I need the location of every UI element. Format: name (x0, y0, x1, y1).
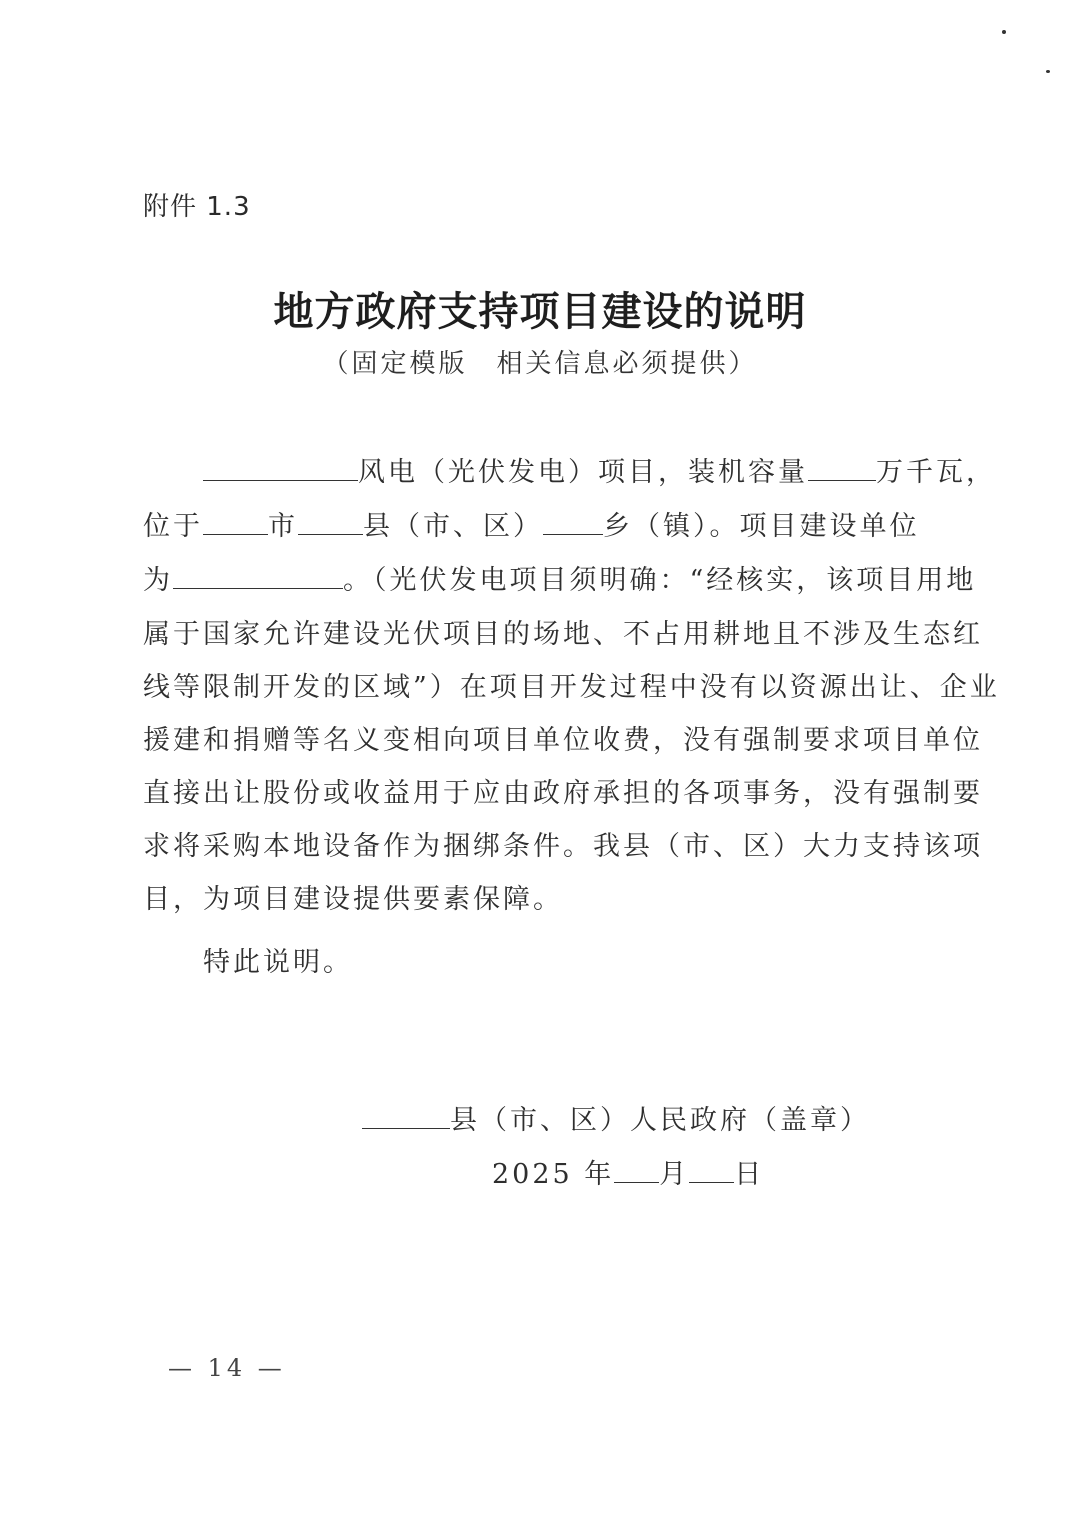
document-title: 地方政府支持项目建设的说明 (273, 288, 807, 335)
body-line-5: 线等限制开发的区域”）在项目开发过程中没有以资源出让、企业 (143, 672, 1000, 703)
body-text: 万千瓦， (876, 457, 996, 488)
body-text: 乡（镇）。项目建设单位 (603, 511, 920, 542)
signature-org (362, 1098, 1080, 1137)
page-number: — 14 — (168, 1354, 286, 1382)
date-day-label: 日 (734, 1159, 765, 1190)
county-name-blank[interactable] (362, 1102, 450, 1129)
township-blank[interactable] (543, 508, 603, 535)
date-month-label: 月 (659, 1159, 690, 1190)
signature-org-text: 县（市、区）人民政府（盖章） (450, 1105, 870, 1136)
body-line-3 (143, 558, 977, 597)
scan-speck (1002, 30, 1006, 34)
body-text: 县（市、区） (363, 511, 543, 542)
body-line-8: 求将采购本地设备作为捆绑条件。我县（市、区）大力支持该项 (143, 831, 983, 862)
body-text: 风电（光伏发电）项目，装机容量 (358, 457, 808, 488)
body-line-2 (143, 504, 963, 543)
body-line-9: 目，为项目建设提供要素保障。 (143, 884, 563, 915)
body-line-1 (203, 450, 1023, 489)
body-text: 市 (268, 511, 298, 542)
month-blank[interactable] (614, 1156, 659, 1183)
project-name-blank[interactable] (203, 454, 358, 481)
signature-date (492, 1152, 1080, 1191)
body-line-4: 属于国家允许建设光伏项目的场地、不占用耕地且不涉及生态红 (143, 619, 983, 650)
construction-unit-blank[interactable] (173, 562, 343, 589)
city-blank[interactable] (203, 508, 268, 535)
document-subtitle: （固定模版 相关信息必须提供） (322, 349, 758, 379)
attachment-label: 附件 1.3 (143, 192, 251, 222)
body-text: 为 (143, 565, 173, 596)
county-blank[interactable] (298, 508, 363, 535)
closing-statement: 特此说明。 (203, 947, 353, 978)
day-blank[interactable] (689, 1156, 734, 1183)
body-line-7: 直接出让股份或收益用于应由政府承担的各项事务，没有强制要 (143, 778, 983, 809)
scan-speck (1046, 70, 1050, 73)
body-text: 位于 (143, 511, 203, 542)
body-text: 。（光伏发电项目须明确：“经核实，该项目用地 (343, 565, 977, 596)
date-year: 2025 年 (492, 1159, 615, 1190)
body-line-6: 援建和捐赠等名义变相向项目单位收费，没有强制要求项目单位 (143, 725, 983, 756)
capacity-blank[interactable] (808, 454, 876, 481)
